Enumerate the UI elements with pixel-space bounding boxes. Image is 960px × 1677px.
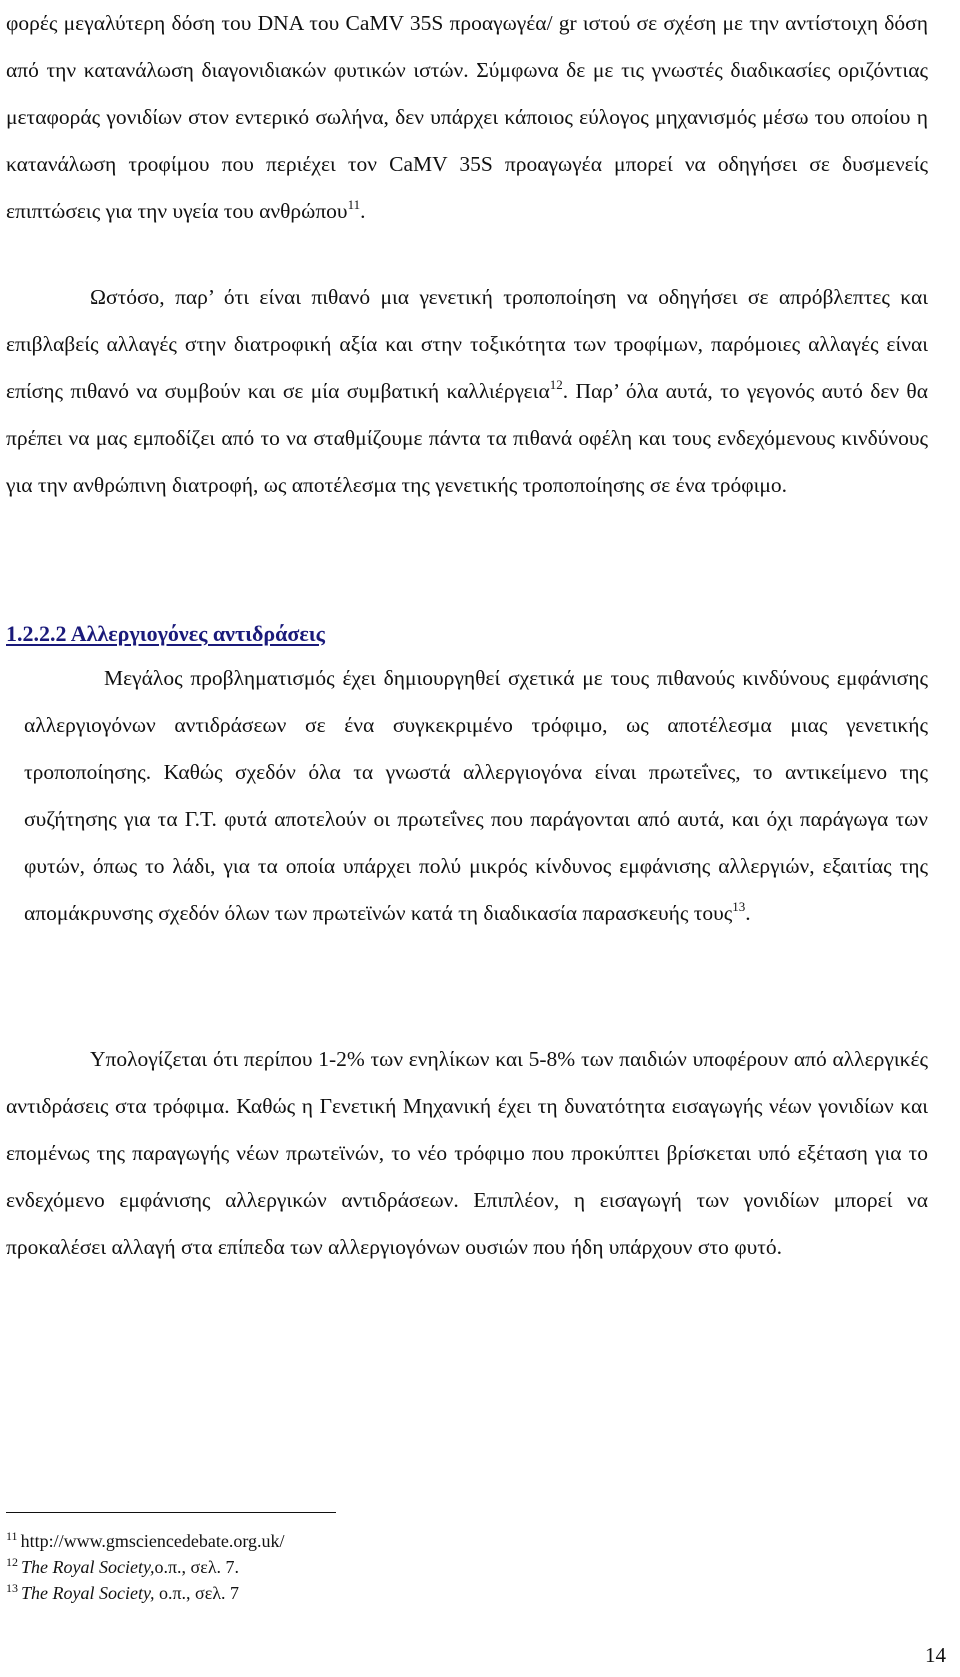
- footnote-number: 11: [6, 1529, 18, 1543]
- footnote-number: 13: [6, 1581, 18, 1595]
- footnote-separator: [6, 1512, 336, 1513]
- footnote-item: [6, 1580, 906, 1606]
- footnote-ref-12[interactable]: 12: [549, 377, 563, 392]
- footnote-ref-11[interactable]: 11: [347, 197, 361, 212]
- footnote-citation: ο.π., σελ. 7: [154, 1583, 240, 1603]
- paragraph-2: [6, 274, 928, 556]
- paragraph-4: Υπολογίζεται ότι περίπου 1-2% των ενηλίκων και 5-8% των παιδιών υποφέρουν από αλλεργικές αντιδράσεις στα τρόφιμα. Καθώς η Γενετική Μηχανική έχει τη δυνατότητα εισαγωγής νέων γονιδίων και επομένως της παραγωγής νέων πρωτεϊνών, το νέο τρόφιμο που προκύπτει βρίσκεται υπό εξέταση για το ενδεχόμενο εμφάνισης αλλεργικών αντιδράσεων. Επιπλέον, η εισαγωγή των γονιδίων μπορεί να προκαλέσει αλλαγή στα επίπεδα των αλλεργιογόνων ουσιών που ήδη υπάρχουν στο φυτό.: [6, 1047, 928, 1259]
- footnote-item: [6, 1528, 906, 1554]
- section-heading[interactable]: 1.2.2.2 Αλλεργιογόνες αντιδράσεις: [6, 621, 325, 646]
- paragraph-3-text: Μεγάλος προβληματισμός έχει δημιουργηθεί σχετικά με τους πιθανούς κινδύνους εμφάνισης αλλεργιογόνων αντιδράσεων σε ένα συγκεκριμένο τρόφιμο, ως αποτέλεσμα μιας γενετικής τροποποίησης. Καθώς σχεδόν όλα τα γνωστά αλλεργιογόνα είναι πρωτεΐνες, το αντικείμενο της συζήτησης για τα Γ.Τ. φυτά αποτελούν οι πρωτεΐνες που παράγονται από αυτά, και όχι παράγωγα των φυτών, όπως το λάδι, για τα οποία υπάρχει πολύ μικρός κίνδυνος εμφάνισης αλλεργιών, εξαιτίας της απομάκρυνσης σχεδόν όλων των πρωτεϊνών κατά τη διαδικασία παρασκευής τους: [24, 666, 928, 925]
- paragraph-1-end: .: [360, 199, 366, 223]
- paragraph-1: [6, 0, 928, 282]
- footnote-source: The Royal Society,: [21, 1583, 155, 1603]
- footnote-item: [6, 1554, 906, 1580]
- paragraph-3-end: .: [745, 901, 751, 925]
- paragraph-2-text: Ωστόσο, παρ’ ότι είναι πιθανό μια γενετική τροποποίηση να οδηγήσει σε απρόβλεπτες και επιβλαβείς αλλαγές στην διατροφική αξία και στην τοξικότητα των τροφίμων, παρόμοιες αλλαγές είναι επίσης πιθανό να συμβούν και σε μία συμβατική καλλιέργεια: [6, 285, 928, 403]
- footnote-ref-13[interactable]: 13: [732, 899, 746, 914]
- footnote-link[interactable]: http://www.gmsciencedebate.org.uk/: [20, 1531, 285, 1551]
- paragraph-3: [24, 655, 928, 1037]
- footnote-source: The Royal Society,: [21, 1557, 155, 1577]
- footnote-number: 12: [6, 1555, 18, 1569]
- footnotes-list: [6, 1528, 906, 1606]
- page-number: 14: [925, 1643, 946, 1667]
- paragraph-1-text: φορές μεγαλύτερη δόση του DNA του CaMV 35S προαγωγέα/ gr ιστού σε σχέση με την αντίστοιχη δόση από την κατανάλωση διαγονιδιακών φυτικών ιστών. Σύμφωνα δε με τις γνωστές διαδικασίες οριζόντιας μεταφοράς γονιδίων στον εντερικό σωλήνα, δεν υπάρχει κάποιος εύλογος μηχανισμός μέσω του οποίου η κατανάλωση τροφίμου που περιέχει τον CaMV 35S προαγωγέα μπορεί να οδηγήσει σε δυσμενείς επιπτώσεις για την υγεία του ανθρώπου: [6, 11, 928, 223]
- footnote-citation: ο.π., σελ. 7.: [154, 1557, 240, 1577]
- paragraph-2-rest: . Παρ’ όλα αυτά, το γεγονός αυτό δεν θα πρέπει να μας εμποδίζει από το να σταθμίζουμε πάντα τα πιθανά οφέλη και τους ενδεχόμενους κινδύνους για την ανθρώπινη διατροφή, ως αποτέλεσμα της γενετικής τροποποίησης σε ένα τρόφιμο.: [6, 379, 928, 497]
